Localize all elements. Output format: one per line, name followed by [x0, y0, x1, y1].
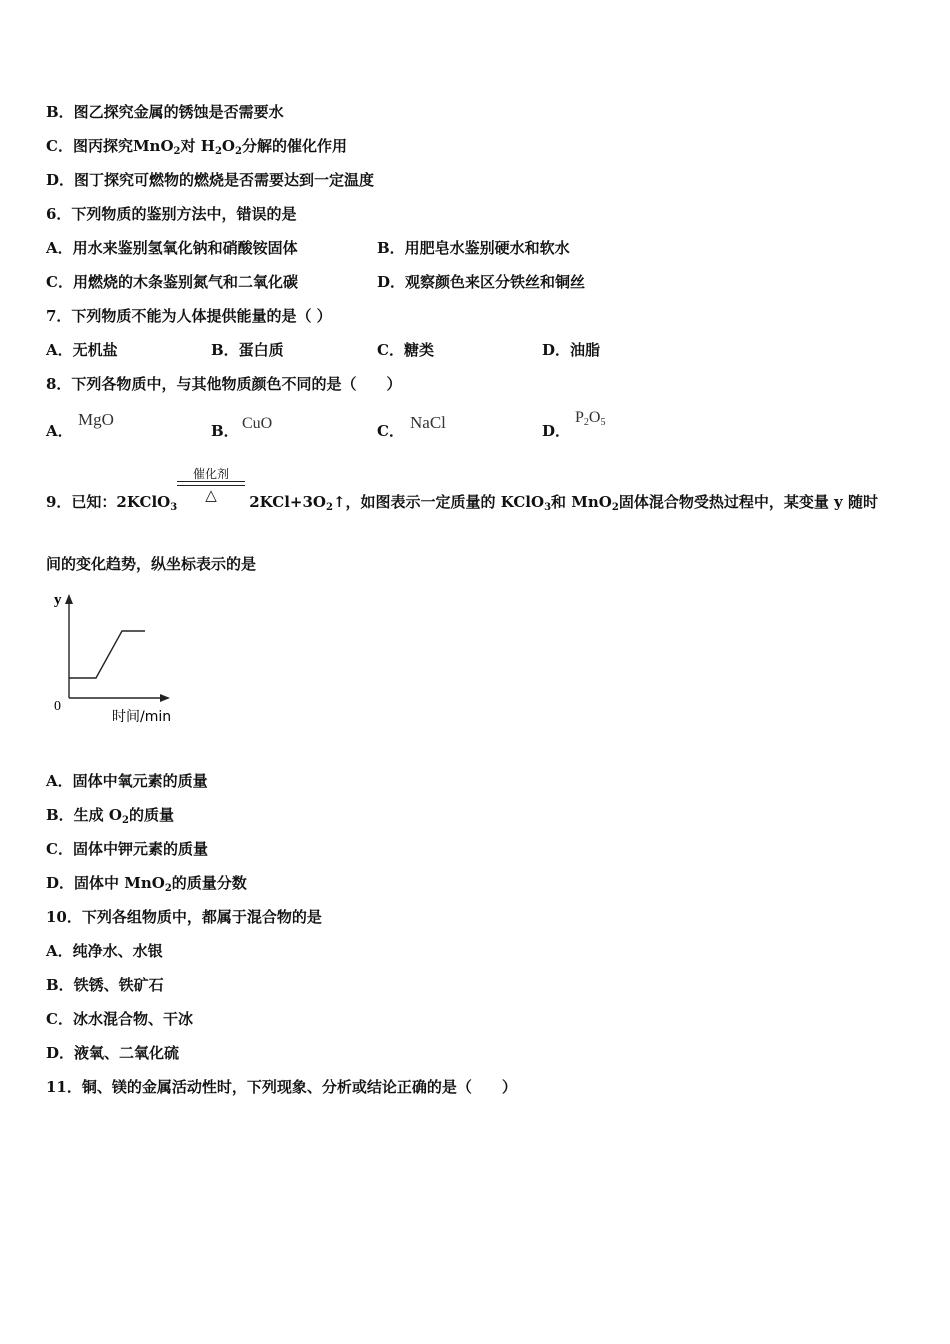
question-8-option-a-label: A．	[46, 422, 73, 440]
question-5-option-c	[46, 136, 347, 156]
trend-line	[69, 631, 145, 678]
origin-label: 0	[54, 699, 61, 714]
question-6-option-b: B．用肥皂水鉴别硬水和软水	[377, 239, 570, 257]
heat-symbol: △	[205, 486, 217, 504]
question-6-option-c: C．用燃烧的木条鉴别氮气和二氧化碳	[46, 273, 298, 291]
question-8-option-d-label: D．	[542, 422, 571, 440]
q9-prefix: 9．已知：2KClO	[46, 493, 171, 511]
question-9-stem	[46, 492, 878, 512]
catalyst-label: 催化剂	[192, 467, 229, 481]
q9d-text: D．固体中 MnO	[46, 874, 165, 892]
q9-mid: 和 MnO	[551, 493, 612, 511]
question-5-option-d: D．图丁探究可燃物的燃烧是否需要达到一定温度	[46, 171, 375, 189]
question-6-option-d: D．观察颜色来区分铁丝和铜丝	[377, 273, 586, 291]
q9b-sub: 2	[121, 815, 129, 826]
question-10-option-c: C．冰水混合物、干冰	[46, 1010, 193, 1028]
question-10-option-b: B．铁锈、铁矿石	[46, 976, 164, 994]
question-8-option-c-label: C．	[377, 422, 404, 440]
q9-rest: 固体混合物受热过程中，某变量 y 随时	[618, 493, 878, 511]
q5c-rest: 分解的催化作用	[241, 137, 347, 155]
q9-sub-2: 2	[325, 502, 333, 513]
q9b-rest: 的质量	[128, 806, 174, 824]
question-11-stem: 11．铜、镁的金属活动性时，下列现象、分析或结论正确的是（ ）	[46, 1078, 517, 1096]
question-8-option-b-formula: CuO	[242, 415, 273, 432]
x-axis-label: 时间/min	[112, 709, 172, 725]
q5c-h: H	[200, 137, 215, 155]
question-8-option-b-label: B．	[211, 422, 239, 440]
question-7-stem: 7．下列物质不能为人体提供能量的是（ ）	[46, 307, 332, 325]
q5c-o-sub: 2	[234, 146, 242, 157]
p-sub: 2	[583, 417, 589, 428]
question-7-option-a: A．无机盐	[46, 341, 118, 359]
q5c-text: C．图丙探究	[46, 137, 133, 155]
question-10-option-d: D．液氧、二氧化硫	[46, 1044, 180, 1062]
question-9-option-c: C．固体中钾元素的质量	[46, 840, 208, 858]
x-axis-arrow	[160, 694, 170, 702]
question-8-option-c-formula: NaCl	[410, 413, 446, 432]
question-7-option-b: B．蛋白质	[211, 341, 284, 359]
q9-sub-2b: 2	[611, 502, 619, 513]
question-5-option-b: B．图乙探究金属的锈蚀是否需要水	[46, 103, 284, 121]
question-8-option-a-formula: MgO	[78, 410, 114, 429]
question-7-option-d: D．油脂	[542, 341, 601, 359]
q9d-rest: 的质量分数	[171, 874, 247, 892]
q9-sub-3: 3	[170, 502, 178, 513]
question-8-option-d-formula	[575, 409, 605, 427]
question-9-option-a: A．固体中氧元素的质量	[46, 772, 208, 790]
q9d-sub: 2	[164, 883, 172, 894]
q5c-o: O	[221, 137, 235, 155]
q9-arrow-text: ↑，如图表示一定质量的 KClO	[332, 493, 545, 511]
question-6-option-a: A．用水来鉴别氢氧化钠和硝酸铵固体	[46, 239, 298, 257]
reaction-condition	[177, 467, 245, 504]
o-sub: 5	[600, 417, 606, 428]
question-9-option-d	[46, 873, 247, 893]
trend-graph	[40, 586, 200, 731]
question-9-option-b	[46, 805, 174, 825]
q9-product: 2KCl+3O	[249, 493, 326, 511]
q5c-mno: MnO	[132, 137, 174, 155]
question-7-option-c: C．糖类	[377, 341, 434, 359]
y-axis-label: y	[54, 592, 62, 608]
q5c-sub: 2	[173, 146, 181, 157]
q5c-h-sub: 2	[214, 146, 222, 157]
q9-sub-3b: 3	[544, 502, 552, 513]
question-6-stem: 6．下列物质的鉴别方法中，错误的是	[46, 205, 297, 223]
y-axis-arrow	[65, 594, 73, 604]
question-9-stem-cont: 间的变化趋势，纵坐标表示的是	[46, 555, 257, 573]
question-10-stem: 10．下列各组物质中，都属于混合物的是	[46, 908, 322, 926]
question-8-stem: 8．下列各物质中，与其他物质颜色不同的是（ ）	[46, 375, 402, 393]
q9b-text: B．生成 O	[46, 806, 122, 824]
q5c-dui: 对	[180, 137, 196, 155]
p-symbol: P	[575, 409, 584, 426]
question-10-option-a: A．纯净水、水银	[46, 942, 163, 960]
o-symbol: O	[588, 409, 601, 426]
